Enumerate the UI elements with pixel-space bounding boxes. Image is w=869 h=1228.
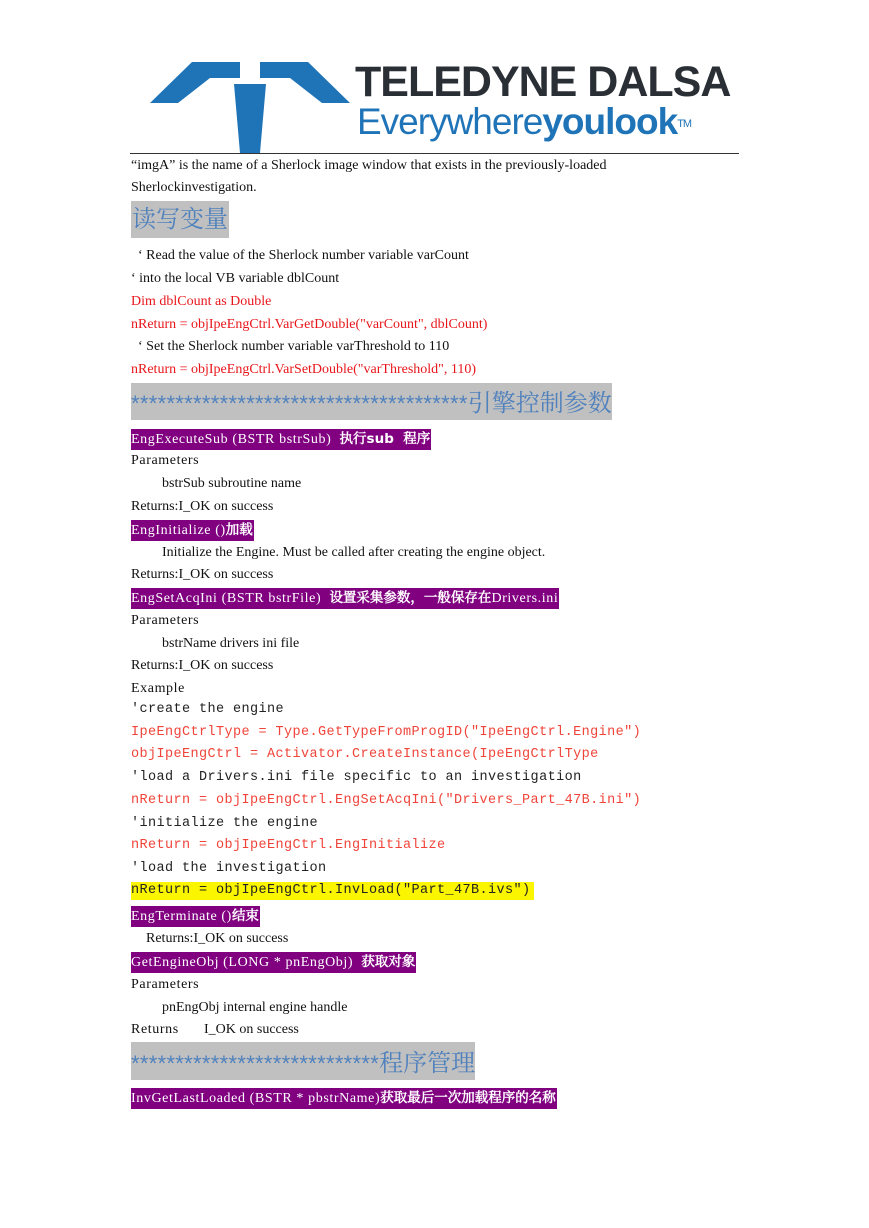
returns-init: Returns:I_OK on success [131,567,274,582]
section-heading-program [131,1042,475,1080]
param-bstrname: bstrName drivers ini file [162,636,300,651]
code-line: 'create the engine [131,702,285,717]
section-heading-program-label: 程序管理 [379,1050,476,1077]
params-label: Parameters [131,977,200,992]
tagline-part-a: Everywhere [357,101,543,142]
returns-term: Returns:I_OK on success [146,931,289,946]
method-description-cn: 获取对象 [361,954,416,970]
param-pnengobj: pnEngObj internal engine handle [162,1000,348,1015]
method-description-cn: 设置采集参数，一般保存在 [329,590,492,606]
method-description-cn: 执行sub 程序 [339,431,431,447]
returns-getobj-value: I_OK on success [204,1022,299,1037]
method-signature: GetEngineObj (LONG * pnEngObj) [131,955,362,970]
method-description-tail: Drivers.ini [491,591,559,606]
header-rule [130,153,739,154]
tagline-tm: TM [677,118,692,130]
code-line: nReturn = objIpeEngCtrl.EngInitialize [131,838,446,853]
vars-comment-3: ‘ Set the Sherlock number variable varThreshold to 110 [131,339,450,354]
returns-acq: Returns:I_OK on success [131,658,274,673]
teledyne-dalsa-logo [150,60,740,155]
method-signature: EngTerminate () [131,909,232,924]
vars-code-set: nReturn = objIpeEngCtrl.VarSetDouble("varThreshold", 110) [131,362,477,377]
method-description-cn: 获取最后一次加载程序的名称 [380,1090,556,1106]
params-label: Parameters [131,453,200,468]
method-description-cn: 加载 [225,522,253,538]
method-signature: InvGetLastLoaded (BSTR * pbstrName) [131,1091,381,1106]
vars-code-dim: Dim dblCount as Double [131,294,272,309]
init-description: Initialize the Engine. Must be called after creating the engine object. [162,545,546,560]
method-signature: EngExecuteSub (BSTR bstrSub) [131,432,340,447]
returns-getobj-label: Returns [131,1022,179,1037]
method-signature: EngInitialize () [131,523,226,538]
vars-code-get: nReturn = objIpeEngCtrl.VarGetDouble("varCount", dblCount) [131,317,488,332]
code-line-highlighted: nReturn = objIpeEngCtrl.InvLoad("Part_47B.ivs") [131,882,534,900]
method-description-cn: 结束 [231,908,259,924]
code-line: nReturn = objIpeEngCtrl.EngSetAcqIni("Drivers_Part_47B.ini") [131,793,642,808]
stars-divider: **************************** [131,1051,380,1076]
returns-exec: Returns:I_OK on success [131,499,274,514]
code-line: objIpeEngCtrl = Activator.CreateInstance(IpeEngCtrlType [131,747,599,762]
vars-comment-1: ‘ Read the value of the Sherlock number variable varCount [131,248,469,263]
stars-divider: ************************************** [131,391,468,416]
method-eng-initialize [131,520,254,541]
method-get-engine-obj [131,952,416,973]
section-heading-engine-label: 引擎控制参数 [467,390,612,417]
vars-comment-2: ‘ into the local VB variable dblCount [131,271,340,286]
method-eng-execute-sub [131,429,431,450]
method-signature: EngSetAcqIni (BSTR bstrFile) [131,591,330,606]
method-eng-set-acq-ini [131,588,559,609]
section-heading-variables: 读写变量 [131,201,229,238]
intro-line-2: Sherlockinvestigation. [131,180,257,195]
logo-mark-icon [150,60,350,155]
method-eng-terminate [131,906,260,927]
code-line: 'initialize the engine [131,816,319,831]
tagline [357,102,691,142]
params-label: Parameters [131,613,200,628]
code-line: 'load the investigation [131,861,327,876]
example-label: Example [131,681,185,696]
tagline-part-b: youlook [542,101,678,142]
intro-line-1: “imgA” is the name of a Sherlock image window that exists in the previously-loaded [131,158,607,173]
code-line: IpeEngCtrlType = Type.GetTypeFromProgID("IpeEngCtrl.Engine") [131,725,642,740]
code-line: 'load a Drivers.ini file specific to an investigation [131,770,582,785]
section-heading-engine [131,383,612,420]
param-bstrsub: bstrSub subroutine name [162,476,302,491]
brand-name: TELEDYNE DALSA [355,58,731,106]
method-inv-get-last-loaded [131,1088,557,1109]
